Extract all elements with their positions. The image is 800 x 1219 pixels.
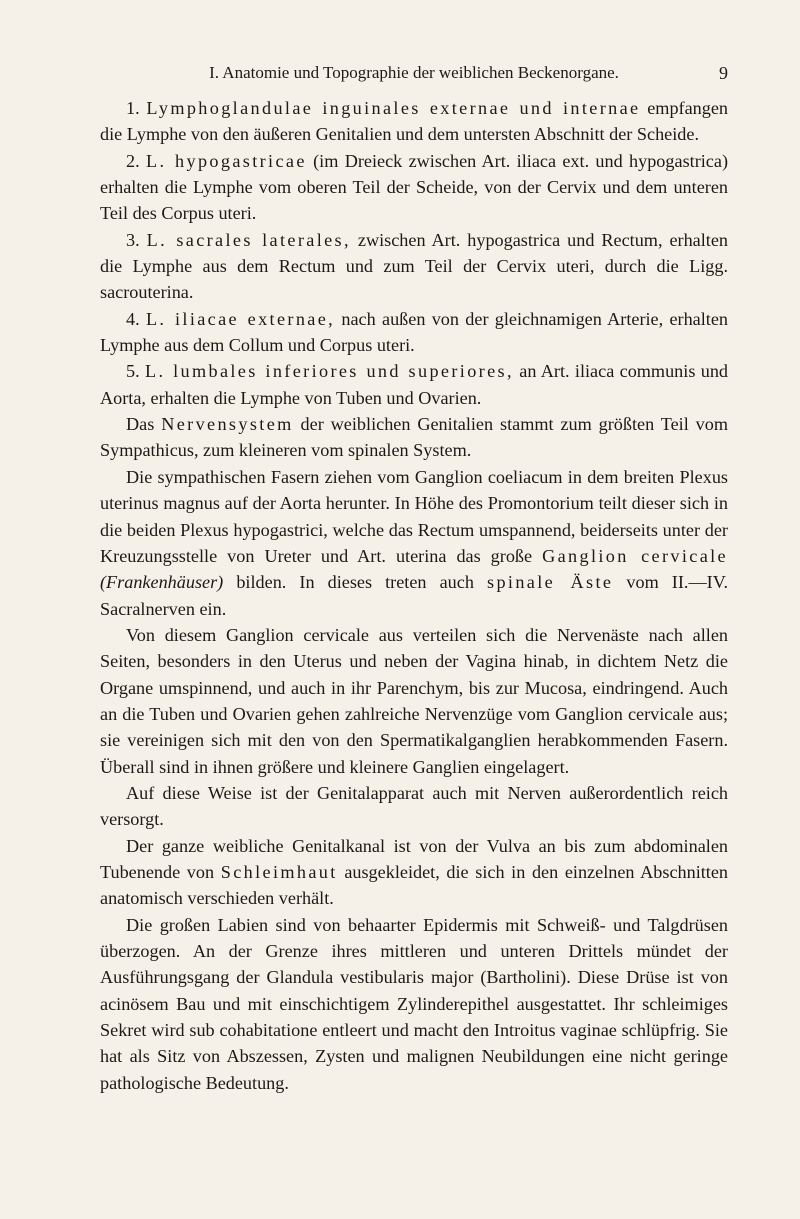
spaced-term: Ganglion cervicale [542,545,728,566]
paragraph-labien [100,912,728,1096]
paragraph-text: ausgekleidet, die sich in den einzelnen Abschnitten anatomisch verschieden verhält. [100,861,729,909]
item-number: 2. [126,150,140,171]
running-header [100,60,728,86]
paragraph-text: zwischen Art. hypogastrica und Rectum, erhalten die Lymphe aus dem Rectum und zum Teil der Cervix uteri, durch die Ligg. sacrouterina. [100,229,729,303]
paragraph-sympathische-fasern [100,464,728,622]
paragraph-text: empfangen die Lymphe von den äußeren Genitalien und dem untersten Abschnitt der Scheide. [100,98,729,145]
spaced-term: L. lumbales inferiores und superiores, [145,361,514,382]
item-number: 5. [126,361,140,382]
running-title: I. Anatomie und Topographie der weiblichen Beckenorgane. [209,63,619,82]
paragraph-lymph-4 [100,306,728,359]
spaced-term: L. sacrales laterales, [146,229,351,250]
paragraph-text: Die großen Labien sind von behaarter Epidermis mit Schweiß- und Talgdrüsen überzogen. An der Grenze ihres mittleren und unteren Drittels mündet der Ausführungsgang der Glandula vestibularis major (Bartholini). Diese Drüse ist von acinösem Bau und mit einschichtigem Zylinderepithel ausgestattet. Ihr schleimiges Sekret wird sub cohabitatione entleert und macht den Introitus vaginae schlüpfrig. Sie hat als Sitz von Abszessen, Zysten und malignen Neubildungen eine nicht geringe pathologische Bedeutung. [100,914,728,1093]
paragraph-lead: Das [126,414,155,435]
spaced-term: Nervensystem [161,414,294,435]
paragraph-ganglion-cervicale [100,622,728,780]
paragraph-text: Auf diese Weise ist der Genitalapparat auch mit Nerven außerordentlich reich versorgt. [100,782,728,830]
paragraph-text: an Art. iliaca communis und Aorta, erhalten die Lymphe von Tuben und Ovarien. [100,361,729,408]
paragraph-lymph-2 [100,148,728,227]
paragraph-lymph-1 [100,95,728,148]
paragraph-lymph-5 [100,358,728,411]
body-text [100,95,728,1096]
paragraph-text: nach außen von der gleichnamigen Arterie, erhalten Lymphe aus dem Collum und Corpus uteri. [100,308,729,356]
paragraph-text: (im Dreieck zwischen Art. iliaca ext. und hypogastrica) erhalten die Lymphe vom oberen Teil der Scheide, von der Cervix und dem unteren Teil des Corpus uteri. [100,150,729,224]
paragraph-text: vom II.—IV. Sacralnerven ein. [100,572,729,619]
paragraph-nervensystem [100,411,728,464]
paragraph-genitalapparat [100,780,728,833]
spaced-term: L. iliacae externae, [145,308,336,329]
paragraph-text: Der ganze weibliche Genitalkanal ist von der Vulva an bis zum abdominalen Tubenende von [100,835,728,882]
paragraph-text: Von diesem Ganglion cervicale aus verteilen sich die Nervenäste nach allen Seiten, besonders in den Uterus und neben der Vagina hinab, in dichtem Netz die Organe umspinnend, und auch in ihr Parenchym, bis zur Mucosa, eindringend. Auch an die Tuben und Ovarien gehen zahlreiche Nervenzüge vom Ganglion cervicale aus; sie vereinigen sich mit den von den Spermatikalganglien herabkommenden Fasern. Überall sind in ihnen größere und kleinere Ganglien eingelagert. [100,624,728,777]
paragraph-text: der weiblichen Genitalien stammt zum größten Teil vom Sympathicus, zum kleineren vom spinalen System. [100,414,729,461]
paragraph-text: Die sympathischen Fasern ziehen vom Ganglion coeliacum in dem breiten Plexus uterinus magnus auf der Aorta herunter. In Höhe des Promontorium teilt dieser sich in die beiden Plexus hypogastrici, welche das Rectum umspannend, beiderseits unter der Kreuzungsstelle von Ureter und Art. uterina das große [100,466,728,566]
item-number: 3. [126,229,140,250]
page-number: 9 [719,63,728,83]
spaced-term: Schleimhaut [220,861,338,882]
spaced-term: Lymphoglandulae inguinales externae und internae [146,98,641,118]
item-number: 4. [126,308,140,329]
item-number: 1. [126,98,140,118]
paragraph-schleimhaut [100,833,728,912]
spaced-term: L. hypogastricae [145,150,307,171]
book-page [100,0,728,1219]
paragraph-text: bilden. In dieses treten auch [236,572,474,593]
paragraph-lymph-3 [100,227,728,306]
spaced-term: spinale Äste [487,572,614,593]
italic-name: (Frankenhäuser) [100,572,224,593]
